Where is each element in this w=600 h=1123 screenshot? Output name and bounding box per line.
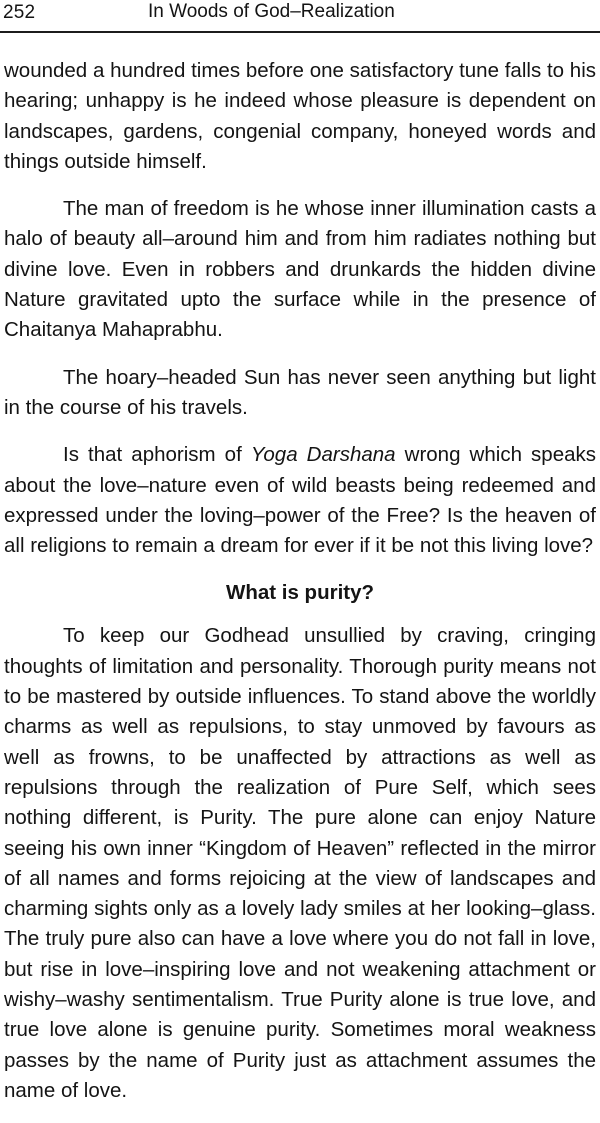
paragraph-freedom: The man of freedom is he whose inner illumination casts a halo of beauty all–around him and from him radiates nothing but divine love. Even in robbers and drunkards the hidden divine Nature gravitated upto the surface while in the presence of Chaitanya Mahaprabhu. — [4, 197, 596, 342]
paragraph-continued: wounded a hundred times before one satisfactory tune falls to his hearing; unhappy is he indeed whose pleasure is dependent on landscapes, gardens, congenial company, honeyed words and things outside himself. — [4, 59, 596, 173]
book-title-italic: Yoga Darshana — [250, 443, 396, 467]
paragraph-purity: To keep our Godhead unsullied by craving, cringing thoughts of limitation and personality. Thorough purity means not to be mastered by outside influences. To stand above the worldly charms as well as repulsions, to stay unmoved by favours as well as frowns, to be unaffected by attractions as well as repulsions through the realization of Pure Self, which sees nothing different, is Purity. The pure alone can enjoy Nature seeing his own inner “Kingdom of Heaven” reflected in the mirror of all names and forms rejoicing at the view of landscapes and charming sights only as a lovely lady smiles at her looking–glass. The truly pure also can have a love where you do not fall in love, but rise in love–inspiring love and not weakening attachment or wishy–washy sentimentalism. True Purity alone is true love, and true love alone is genuine purity. Sometimes moral weakness passes by the name of Purity just as attachment assumes the name of love. — [4, 624, 596, 1102]
paragraph-aphorism — [4, 440, 596, 561]
section-heading: What is purity? — [225, 581, 375, 605]
page-body — [4, 56, 596, 1123]
paragraph-sun: The hoary–headed Sun has never seen anything but light in the course of his travels. — [4, 365, 596, 419]
aphorism-text-end: wrong which speaks about the love–nature even of wild beasts being redeemed and expressed under the loving–power of the Free? Is the heaven of all religions to remain a dream for ever if it be not this living love? — [4, 443, 597, 558]
page-number: 252 — [3, 2, 36, 23]
running-head: In Woods of God–Realization — [148, 1, 395, 22]
aphorism-text-start: Is that aphorism of — [63, 443, 251, 467]
header-rule — [0, 31, 600, 33]
page-header — [0, 0, 600, 40]
